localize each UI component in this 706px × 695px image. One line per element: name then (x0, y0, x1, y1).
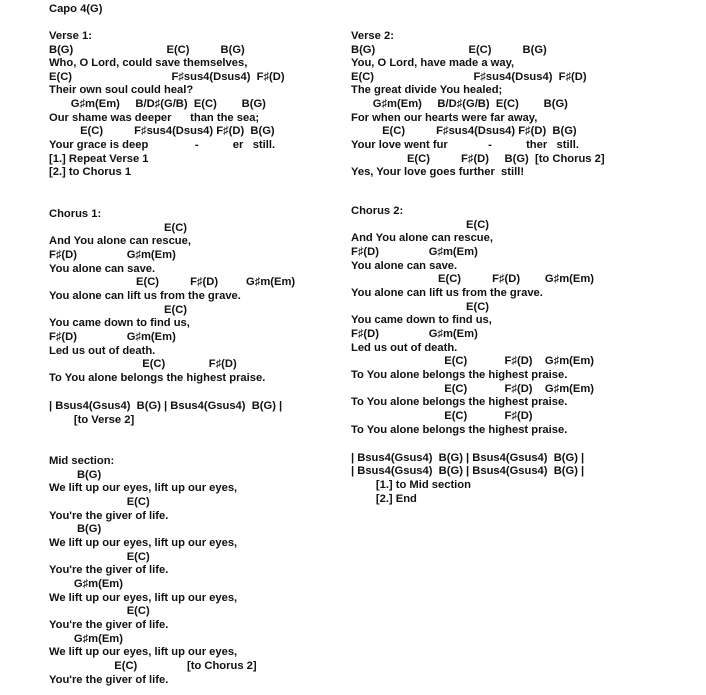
chord-line: E(C) F♯(D) G♯m(Em) (351, 355, 595, 367)
chord-line: B(G) (49, 523, 102, 535)
chord-line: E(C) F♯(D) G♯m(Em) (351, 383, 595, 395)
lyric-line: We lift up our eyes, lift up our eyes, (49, 592, 238, 604)
capo-label: Capo 4(G) (49, 3, 103, 15)
bar-line: | Bsus4(Gsus4) B(G) | Bsus4(Gsus4) B(G) | (49, 400, 283, 412)
lyric-line: To You alone belongs the highest praise. (351, 396, 568, 408)
lyric-line: Led us out of death. (351, 342, 458, 354)
instruction-line: [1.] Repeat Verse 1 (49, 153, 149, 165)
chord-line: F♯(D) G♯m(Em) (351, 246, 478, 258)
chord-line: F♯(D) G♯m(Em) (351, 328, 478, 340)
lyric-line: You alone can lift us from the grave. (49, 290, 241, 302)
chord-line: E(C) (49, 605, 150, 617)
chord-line: G♯m(Em) B/D♯(G/B) E(C) B(G) (49, 98, 266, 110)
chord-line: E(C) (351, 301, 489, 313)
section-heading: Verse 2: (351, 30, 394, 42)
section-heading: Chorus 2: (351, 205, 404, 217)
lyric-line: For when our hearts were far away, (351, 112, 538, 124)
instruction-line: [to Verse 2] (49, 414, 135, 426)
chord-line: F♯(D) G♯m(Em) (49, 331, 176, 343)
bar-line: | Bsus4(Gsus4) B(G) | Bsus4(Gsus4) B(G) | (351, 465, 585, 477)
lyric-line: You're the giver of life. (49, 564, 169, 576)
lyric-line: And You alone can rescue, (351, 232, 493, 244)
chord-line: G♯m(Em) (49, 578, 123, 590)
lyric-line: We lift up our eyes, lift up our eyes, (49, 646, 238, 658)
chord-line: E(C) (49, 496, 150, 508)
chord-line: E(C) F♯(D) G♯m(Em) (49, 276, 296, 288)
lyric-line: You, O Lord, have made a way, (351, 57, 515, 69)
lyric-line: Your grace is deep - er still. (49, 139, 276, 151)
bar-line: | Bsus4(Gsus4) B(G) | Bsus4(Gsus4) B(G) | (351, 452, 585, 464)
chord-line: E(C) F♯sus4(Dsus4) F♯(D) (351, 71, 587, 83)
chord-line: F♯(D) G♯m(Em) (49, 249, 176, 261)
lyric-line: You came down to find us, (351, 314, 492, 326)
instruction-line: [2.] End (351, 493, 417, 505)
lyric-line: To You alone belongs the highest praise. (49, 372, 266, 384)
chord-line: B(G) E(C) B(G) (49, 44, 245, 56)
chord-line: E(C) F♯(D) B(G) [to Chorus 2] (351, 153, 605, 165)
chord-line: E(C) F♯(D) (351, 410, 533, 422)
chord-line: G♯m(Em) B/D♯(G/B) E(C) B(G) (351, 98, 568, 110)
lyric-line: To You alone belongs the highest praise. (351, 424, 568, 436)
chord-line: E(C) [to Chorus 2] (49, 660, 257, 672)
lyric-line: Yes, Your love goes further still! (351, 166, 525, 178)
lyric-line: Who, O Lord, could save themselves, (49, 57, 248, 69)
chord-line: E(C) F♯(D) (49, 358, 237, 370)
section-heading: Chorus 1: (49, 208, 102, 220)
chord-line: B(G) E(C) B(G) (351, 44, 547, 56)
lyric-line: You alone can save. (351, 260, 458, 272)
chord-line: B(G) (49, 469, 102, 481)
section-heading: Mid section: (49, 455, 115, 467)
instruction-line: [2.] to Chorus 1 (49, 166, 132, 178)
chord-line: E(C) F♯sus4(Dsus4) F♯(D) B(G) (351, 125, 577, 137)
lyric-line: The great divide You healed; (351, 84, 503, 96)
chord-line: E(C) F♯sus4(Dsus4) F♯(D) (49, 71, 285, 83)
lyric-line: You came down to find us, (49, 317, 190, 329)
lyric-line: Our shame was deeper than the sea; (49, 112, 260, 124)
lyric-line: You're the giver of life. (49, 619, 169, 631)
lyric-line: Your love went fur - ther still. (351, 139, 579, 151)
lyric-line: You're the giver of life. (49, 674, 169, 686)
lyric-line: To You alone belongs the highest praise. (351, 369, 568, 381)
lyric-line: You alone can save. (49, 263, 156, 275)
lyric-line: We lift up our eyes, lift up our eyes, (49, 537, 238, 549)
chord-line: E(C) (351, 219, 489, 231)
chord-line: E(C) (49, 304, 187, 316)
chord-line: E(C) F♯(D) G♯m(Em) (351, 273, 595, 285)
chord-line: E(C) (49, 551, 150, 563)
instruction-line: [1.] to Mid section (351, 479, 471, 491)
chord-line: E(C) F♯sus4(Dsus4) F♯(D) B(G) (49, 125, 275, 137)
lyric-line: You're the giver of life. (49, 510, 169, 522)
chord-line: G♯m(Em) (49, 633, 123, 645)
lyric-line: You alone can lift us from the grave. (351, 287, 543, 299)
lyric-line: And You alone can rescue, (49, 235, 191, 247)
lyric-line: We lift up our eyes, lift up our eyes, (49, 482, 238, 494)
chord-line: E(C) (49, 222, 187, 234)
lyric-line: Led us out of death. (49, 345, 156, 357)
section-heading: Verse 1: (49, 30, 92, 42)
lyric-line: Their own soul could heal? (49, 84, 194, 96)
